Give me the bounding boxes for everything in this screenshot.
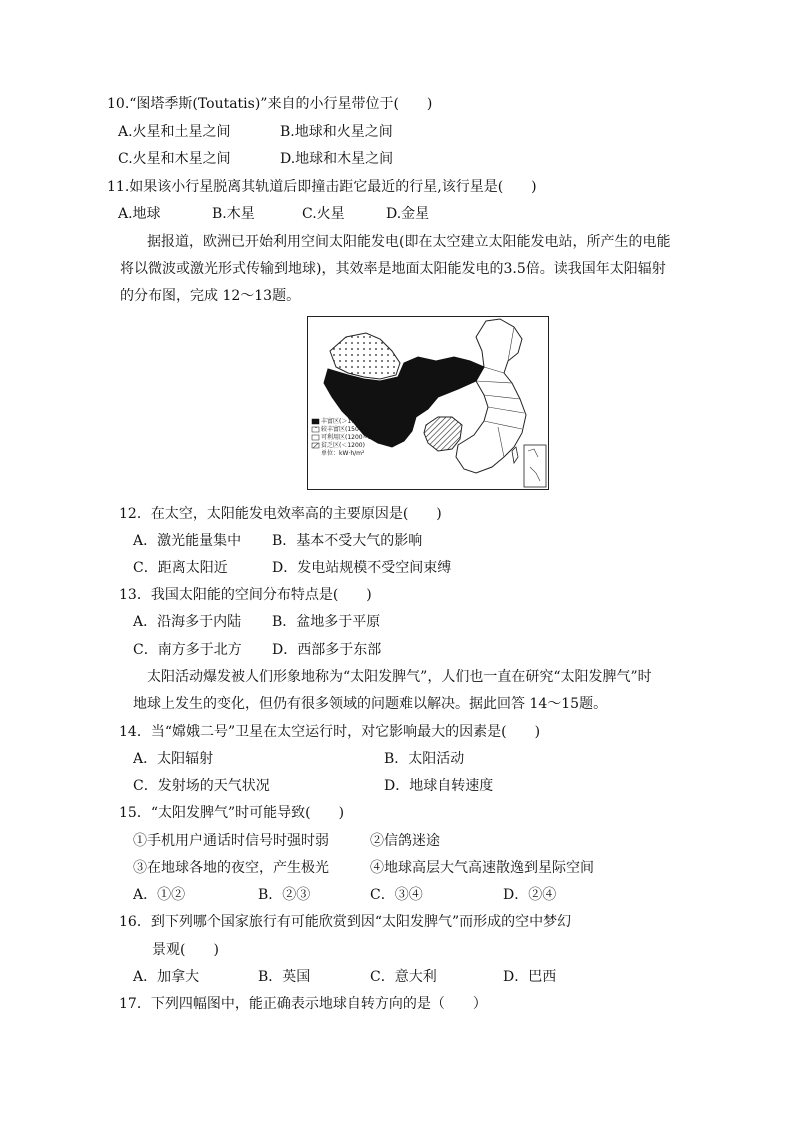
legend-available: 可利用区(1200~1500) [321,434,386,441]
q15-statement-3: ③在地球各地的夜空，产生极光 [133,860,329,876]
q15-statement-1: ①手机用户通话时信号时强时弱 [133,833,329,849]
q12-option-c: C．距离太阳近 [133,560,228,576]
q11-option-a: A.地球 [118,206,161,222]
q14-option-a: A．太阳辐射 [133,751,214,767]
q13-option-d: D．西部多于东部 [272,642,382,658]
legend-more-abundant: 较丰富区(1500~1700) [321,426,386,433]
q10-option-b: B.地球和火星之间 [280,124,393,140]
q11-option-c: C.火星 [302,206,345,222]
q10-option-c: C.火星和木星之间 [118,151,231,167]
xinjiang-region [330,333,400,379]
q14-option-b: B．太阳活动 [384,751,465,767]
question-14-stem: 14．当“嫦娥二号”卫星在太空运行时，对它影响最大的因素是( ) [119,724,541,740]
q15-option-d: D．②④ [503,887,557,903]
q15-statement-2: ②信鸽迷途 [370,833,440,849]
question-15-stem: 15．“太阳发脾气”时可能导致( ) [119,805,345,821]
q14-option-c: C．发射场的天气状况 [133,778,270,794]
q13-option-b: B．盆地多于平原 [272,614,381,630]
q16-option-a: A．加拿大 [133,969,200,985]
legend-unit: 单位：kW·h/m² [321,450,365,457]
legend-abundant: 丰富区(＞1700) [321,418,365,425]
question-12-stem: 12．在太空，太阳能发电效率高的主要原因是( ) [119,506,442,522]
q15-option-b: B．②③ [258,887,311,903]
passage-2-line-2: 地球上发生的变化，但仍有很多领域的问题难以解决。据此回答 14～15题。 [133,696,608,712]
q15-option-a: A．①② [133,887,186,903]
q15-option-c: C．③④ [370,887,423,903]
question-10-stem: 10.“图塔季斯(Toutatis)”来自的小行星带位于( ) [107,96,433,112]
china-map-drawing [308,317,548,489]
q15-statement-4: ④地球高层大气高速散逸到星际空间 [370,860,594,876]
question-13-stem: 13．我国太阳能的空间分布特点是( ) [119,587,372,603]
passage-1-line-1: 据报道，欧洲已开始利用空间太阳能发电(即在太空建立太阳能发电站，所产生的电能 [147,234,671,250]
q12-option-b: B．基本不受大气的影响 [272,533,423,549]
q11-option-d: D.金星 [386,206,430,222]
question-16-stem-line-2: 景观( ) [152,942,219,958]
legend-poor: 贫乏区(＜1200) [321,442,365,449]
q13-option-c: C．南方多于北方 [133,642,242,658]
solar-radiation-map [307,316,549,490]
passage-2-line-1: 太阳活动爆发被人们形象地称为“太阳发脾气”，人们也一直在研究“太阳发脾气”时 [147,669,652,685]
q12-option-d: D．发电站规模不受空间束缚 [272,560,452,576]
q14-option-d: D．地球自转速度 [384,778,494,794]
q16-option-b: B．英国 [258,969,311,985]
passage-1-line-2: 将以微波或激光形式传输到地球)，其效率是地面太阳能发电的3.5倍。读我国年太阳辐射 [120,261,666,277]
question-17-stem: 17．下列四幅图中，能正确表示地球自转方向的是（ ） [119,996,487,1012]
question-11-stem: 11.如果该小行星脱离其轨道后即撞击距它最近的行星,该行星是( ) [107,179,537,195]
q10-option-a: A.火星和土星之间 [118,124,231,140]
question-16-stem-line-1: 16．到下列哪个国家旅行有可能欣赏到因“太阳发脾气”而形成的空中梦幻 [119,914,572,930]
passage-1-line-3: 的分布图，完成 12～13题。 [120,288,301,304]
q13-option-a: A．沿海多于内陆 [133,614,242,630]
q11-option-b: B.木星 [212,206,255,222]
poor-region [424,417,462,451]
q12-option-a: A．激光能量集中 [133,533,242,549]
q16-option-c: C．意大利 [370,969,437,985]
q16-option-d: D．巴西 [503,969,557,985]
q10-option-d: D.地球和木星之间 [280,151,394,167]
